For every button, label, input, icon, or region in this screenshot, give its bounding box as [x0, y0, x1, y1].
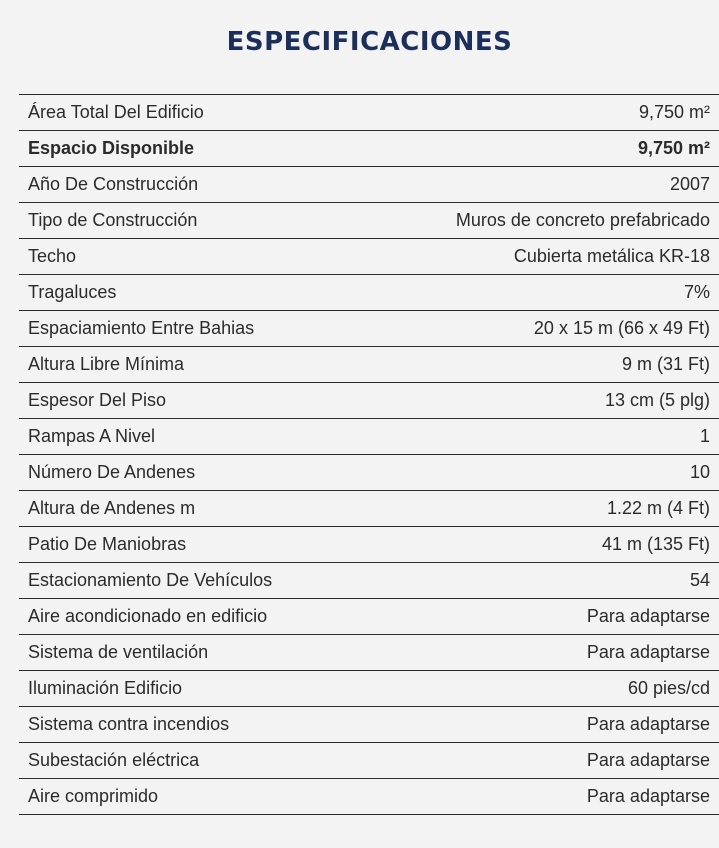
row-value: Para adaptarse	[586, 714, 710, 734]
row-label: Espacio Disponible	[28, 138, 195, 158]
row-value: 13 cm (5 plg)	[604, 390, 710, 410]
row-label: Subestación eléctrica	[28, 750, 200, 770]
row-value: 41 m (135 Ft)	[601, 534, 710, 554]
row-value: Para adaptarse	[586, 750, 710, 770]
row-value: 9,750 m²	[637, 138, 710, 158]
table-row	[19, 671, 719, 707]
table-row	[19, 239, 719, 275]
row-label: Sistema contra incendios	[28, 714, 230, 734]
table-row	[19, 95, 719, 131]
row-label: Aire comprimido	[28, 786, 159, 806]
row-label: Tragaluces	[28, 282, 117, 302]
row-label: Iluminación Edificio	[28, 678, 183, 698]
row-value: Para adaptarse	[586, 642, 710, 662]
row-label: Número De Andenes	[28, 462, 196, 482]
table-row	[19, 743, 719, 779]
table-row	[19, 635, 719, 671]
row-label: Tipo de Construcción	[28, 210, 198, 230]
row-label: Estacionamiento De Vehículos	[28, 570, 273, 590]
table-row	[19, 383, 719, 419]
table-row	[19, 455, 719, 491]
specifications-table	[19, 94, 719, 815]
table-row	[19, 563, 719, 599]
row-label: Rampas A Nivel	[28, 426, 156, 446]
row-label: Techo	[28, 246, 77, 266]
table-row	[19, 275, 719, 311]
row-value: 54	[689, 570, 710, 590]
row-label: Patio De Maniobras	[28, 534, 187, 554]
row-label: Altura Libre Mínima	[28, 354, 185, 374]
table-row	[19, 779, 719, 815]
table-row	[19, 311, 719, 347]
row-label: Aire acondicionado en edificio	[28, 606, 268, 626]
row-value: 1	[699, 426, 710, 446]
table-row	[19, 599, 719, 635]
page-title: ESPECIFICACIONES	[226, 27, 513, 58]
row-value: 2007	[669, 174, 710, 194]
row-value: 60 pies/cd	[627, 678, 710, 698]
row-value: 7%	[683, 282, 710, 302]
row-value: Cubierta metálica KR-18	[513, 246, 710, 266]
row-value: 1.22 m (4 Ft)	[606, 498, 710, 518]
table-row	[19, 347, 719, 383]
table-row	[19, 491, 719, 527]
row-value: 20 x 15 m (66 x 49 Ft)	[533, 318, 710, 338]
row-value: Para adaptarse	[586, 786, 710, 806]
row-value: 10	[689, 462, 710, 482]
row-label: Área Total Del Edificio	[28, 102, 204, 122]
row-label: Espesor Del Piso	[28, 390, 167, 410]
table-row	[19, 131, 719, 167]
row-value: 9 m (31 Ft)	[621, 354, 710, 374]
table-row	[19, 707, 719, 743]
table-row	[19, 419, 719, 455]
row-value: Muros de concreto prefabricado	[455, 210, 710, 230]
row-label: Sistema de ventilación	[28, 642, 209, 662]
row-value: Para adaptarse	[586, 606, 710, 626]
row-label: Altura de Andenes m	[28, 498, 196, 518]
table-row	[19, 203, 719, 239]
row-label: Año De Construcción	[28, 174, 199, 194]
table-row	[19, 527, 719, 563]
row-value: 9,750 m²	[638, 102, 710, 122]
row-label: Espaciamiento Entre Bahias	[28, 318, 255, 338]
table-row	[19, 167, 719, 203]
